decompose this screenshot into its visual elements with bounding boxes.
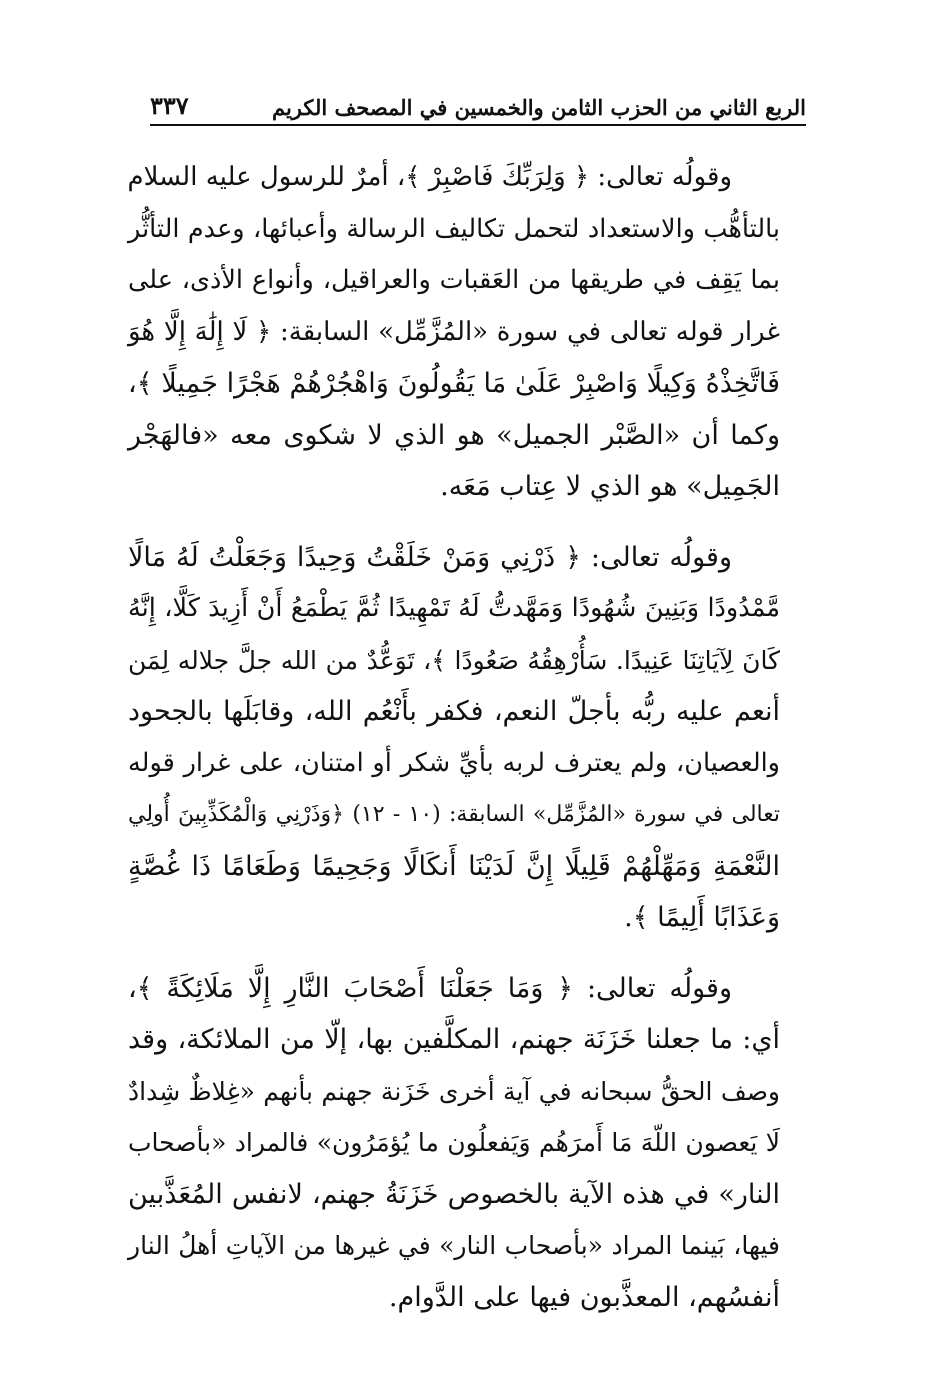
text-line: غرار قوله تعالى في سورة «المُزَّمِّل» السابقة: ﴿ لَا إِلَٰهَ إِلَّا هُوَ [128, 316, 780, 347]
text-line: أنعم عليه ربُّه بأجلّ النعم، فكفر بأَنْعُم الله، وقابَلَها بالجحود [128, 696, 780, 727]
text-line: وقولُه تعالى: ﴿ ذَرْنِي وَمَنْ خَلَقْتُ وَحِيدًا وَجَعَلْتُ لَهُ مَالًا [128, 541, 732, 573]
text-line: تعالى في سورة «المُزَّمِّل» السابقة: (١٠ - ١٢) ﴿وَذَرْنِي وَالْمُكَذِّبِينَ أُولِي [128, 802, 780, 827]
text-line: بالتأهُّب والاستعداد لتحمل تكاليف الرسالة وأعبائها، وعدم التأثُّر [128, 213, 780, 244]
text-line: كَانَ لِآيَاتِنَا عَنِيدًا. سَأُرْهِقُهُ صَعُودًا ﴾، تَوَعُّدٌ من الله جلَّ جلاله لِمَن [128, 645, 780, 675]
text-line: وقولُه تعالى: ﴿ وَلِرَبِّكَ فَاصْبِرْ ﴾، أمرٌ للرسول عليه السلام [127, 162, 732, 192]
text-line: وَعَذَابًا أَلِيمًا ﴾. [624, 902, 780, 933]
text-line: وصف الحقُّ سبحانه في آية أخرى خَزَنة جهنم بأنهم «غِلاظٌ شِدادٌ [128, 1076, 780, 1106]
text-line: فَاتَّخِذْهُ وَكِيلًا وَاصْبِرْ عَلَىٰ مَا يَقُولُونَ وَاهْجُرْهُمْ هَجْرًا جَمِيلًا ﴾، [128, 368, 780, 399]
text-line: وقولُه تعالى: ﴿ وَمَا جَعَلْنَا أَصْحَابَ النَّارِ إِلَّا مَلَائِكَةً ﴾، [128, 972, 732, 1004]
text-line: النَّعْمَةِ وَمَهِّلْهُمْ قَلِيلًا إِنَّ لَدَيْنَا أَنكَالًا وَجَحِيمًا وَطَعَامًا ذَا غُصَّةٍ [128, 850, 780, 882]
text-line: فيها، بَينما المراد «بأصحاب النار» في غيرها من الآياتِ أهلُ النار [128, 1231, 780, 1260]
text-line: النار» في هذه الآية بالخصوص خَزَنَةُ جهنم، لانفس المُعَذَّبين [128, 1178, 780, 1210]
paragraph [128, 532, 780, 944]
text-line: مَّمْدُودًا وَبَنِينَ شُهُودًا وَمَهَّدتُّ لَهُ تَمْهِيدًا ثُمَّ يَطْمَعُ أَنْ أَزِيدَ كَلَّا، إِنَّهُ [128, 593, 780, 623]
text-line: الجَمِيل» هو الذي لا عِتاب مَعَه. [440, 471, 780, 502]
header-rule [150, 124, 806, 126]
text-line: بما يَقِف في طريقها من العَقبات والعراقيل، وأنواع الأذى، على [128, 265, 780, 295]
paragraph [128, 152, 780, 513]
page-number: ٣٣٧ [150, 91, 189, 120]
text-line: أنفسُهم، المعذَّبون فيها على الدَّوام. [388, 1281, 780, 1313]
running-header-title: الربع الثاني من الحزب الثامن والخمسين في المصحف الكريم [271, 95, 806, 120]
paragraph [128, 963, 780, 1324]
text-line: وكما أن «الصَّبْر الجميل» هو الذي لا شكوى معه «فالهَجْر [128, 419, 780, 451]
text-line: والعصيان، ولم يعترف لربه بأيِّ شكر أو امتنان، على غرار قوله [128, 747, 780, 778]
page-header [150, 78, 806, 120]
text-line: لَا يَعصون اللّهَ مَا أَمرَهُم وَيَفعلُون ما يُؤمَرُون» فالمراد «بأصحاب [128, 1128, 780, 1157]
body-text [128, 152, 780, 1342]
text-line: أي: ما جعلنا خَزَنَة جهنم، المكلَّفين بها، إلّا من الملائكة، وقد [128, 1024, 780, 1055]
